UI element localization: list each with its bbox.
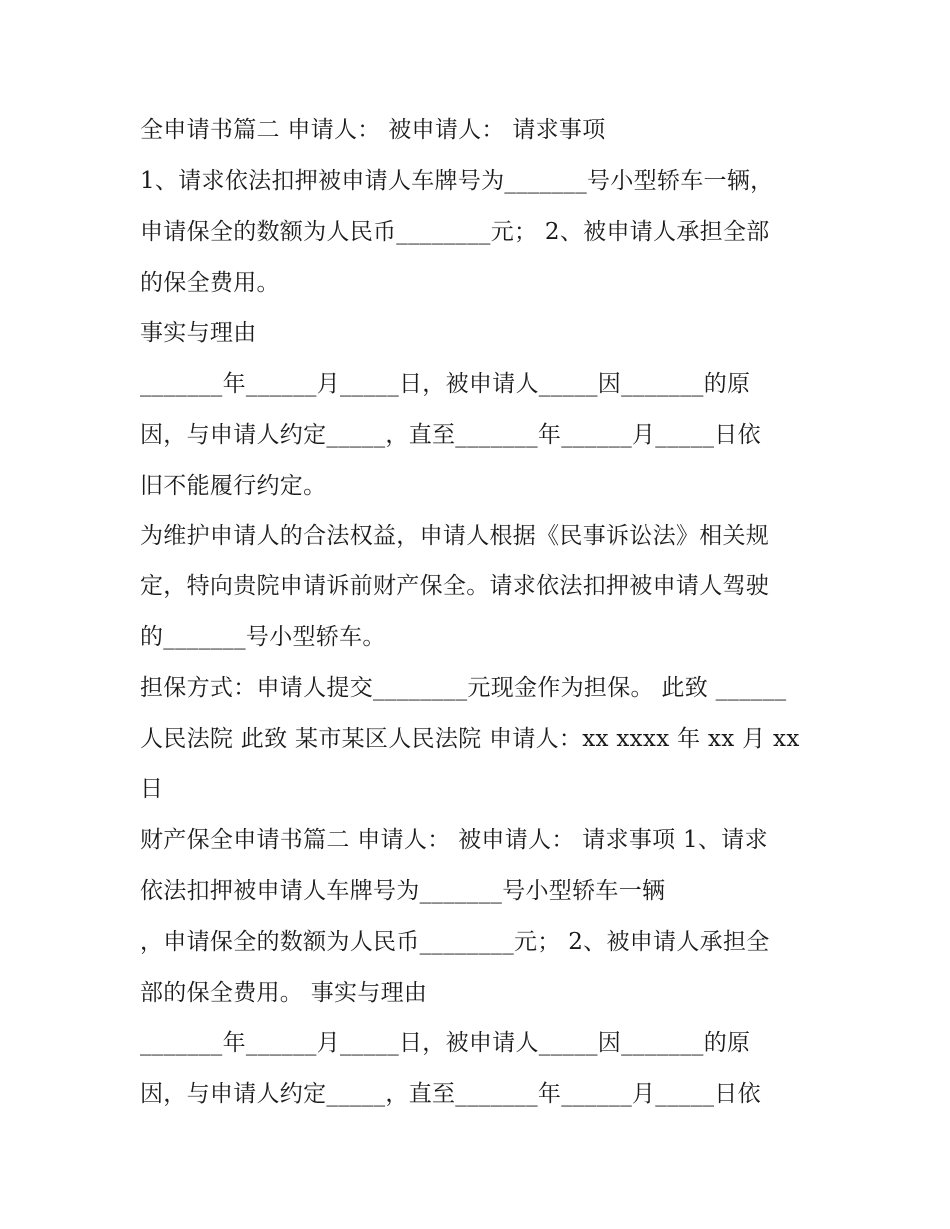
text-line-8: 旧不能履行约定。 xyxy=(140,473,327,499)
text-line-10: 定，特向贵院申请诉前财产保全。请求依法扣押被申请人驾驶 xyxy=(140,573,770,599)
text-line-12: 担保方式：申请人提交________元现金作为担保。 此致 ______ xyxy=(140,675,787,701)
text-line-3: 申请保全的数额为人民币________元； 2、被申请人承担全部 xyxy=(140,219,770,245)
text-line-14: 日 xyxy=(140,776,164,802)
text-line-15: 财产保全申请书篇二 申请人： 被申请人： 请求事项 1、请求 xyxy=(140,827,768,853)
text-line-11: 的_______号小型轿车。 xyxy=(140,624,386,650)
text-line-5: 事实与理由 xyxy=(140,320,257,346)
text-line-2: 1、请求依法扣押被申请人车牌号为_______号小型轿车一辆， xyxy=(140,168,774,194)
text-line-6: _______年______月_____日，被申请人_____因_______的原 xyxy=(140,371,751,397)
text-line-7: 因，与申请人约定_____，直至_______年______月_____日依 xyxy=(140,422,761,448)
text-line-13: 人民法院 此致 某市某区人民法院 申请人：xx xxxx 年 xx 月 xx xyxy=(140,726,800,752)
text-line-9: 为维护申请人的合法权益，申请人根据《民事诉讼法》相关规 xyxy=(140,523,770,549)
text-line-17: ，申请保全的数额为人民币________元； 2、被申请人承担全 xyxy=(140,929,770,955)
text-line-1: 全申请书篇二 申请人： 被申请人： 请求事项 xyxy=(140,117,606,143)
text-line-18: 部的保全费用。 事实与理由 xyxy=(140,980,428,1006)
text-line-19: _______年______月_____日，被申请人_____因_______的原 xyxy=(140,1030,751,1056)
text-line-16: 依法扣押被申请人车牌号为_______号小型轿车一辆 xyxy=(140,878,666,904)
text-line-20: 因，与申请人约定_____，直至_______年______月_____日依 xyxy=(140,1081,761,1107)
text-line-4: 的保全费用。 xyxy=(140,270,280,296)
